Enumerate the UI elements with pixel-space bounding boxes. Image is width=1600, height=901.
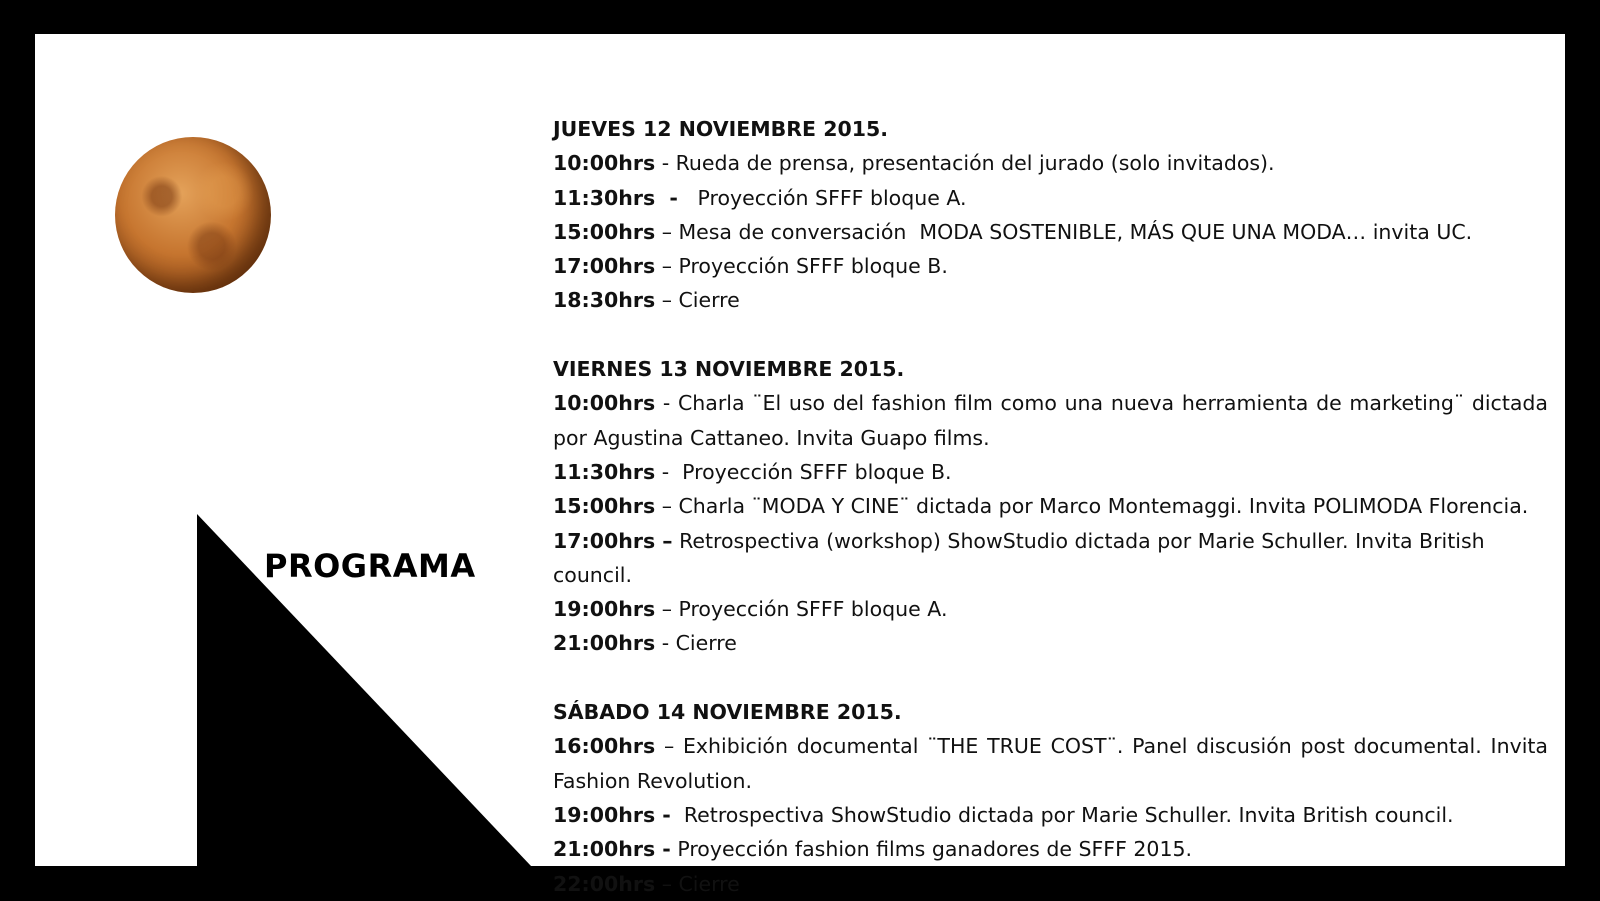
schedule-entry <box>553 283 1548 317</box>
schedule-entry <box>553 181 1548 215</box>
schedule-entry <box>553 798 1548 832</box>
schedule-entry <box>553 729 1548 798</box>
schedule-entry <box>553 867 1548 901</box>
entry-text: - Cierre <box>655 631 737 656</box>
slide <box>35 34 1565 896</box>
schedule-entry <box>553 146 1548 180</box>
day-title: JUEVES 12 NOVIEMBRE 2015. <box>553 117 889 141</box>
entry-time: 10:00hrs <box>553 151 656 176</box>
entry-time: 17:00hrs <box>553 254 656 279</box>
entry-text: – Proyección SFFF bloque A. <box>655 597 948 622</box>
entry-time: 21:00hrs <box>553 631 656 656</box>
entry-text: Proyección SFFF bloque A. <box>677 185 967 210</box>
entry-text: – Mesa de conversación MODA SOSTENIBLE, MÁS QUE UNA MODA… invita UC. <box>655 219 1473 244</box>
schedule-entry <box>553 455 1548 489</box>
entry-time: 22:00hrs <box>553 871 656 896</box>
entry-text: Retrospectiva (workshop) ShowStudio dictada por Marie Schuller. Invita British council. <box>553 528 1492 587</box>
entry-text: – Cierre <box>655 288 740 313</box>
day-section <box>553 695 1548 901</box>
day-title: SÁBADO 14 NOVIEMBRE 2015. <box>553 700 902 725</box>
entry-text: Retrospectiva ShowStudio dictada por Marie Schuller. Invita British council. <box>670 802 1454 827</box>
entry-time: 10:00hrs <box>553 391 656 416</box>
entry-time: 17:00hrs – <box>553 528 673 553</box>
schedule-entry <box>553 489 1548 523</box>
entry-text: - Proyección SFFF bloque B. <box>655 459 952 484</box>
schedule-entry <box>553 386 1548 455</box>
schedule-entry <box>553 524 1548 593</box>
entry-time: 15:00hrs <box>553 219 656 244</box>
entry-text: – Exhibición documental ¨THE TRUE COST¨. Panel discusión post documental. Invita Fashion Revolution. <box>553 734 1548 793</box>
schedule-entry <box>553 626 1548 660</box>
day-title: VIERNES 13 NOVIEMBRE 2015. <box>553 357 905 382</box>
entry-text: – Charla ¨MODA Y CINE¨ dictada por Marco Montemaggi. Invita POLIMODA Florencia. <box>655 494 1529 519</box>
schedule-entry <box>553 832 1548 866</box>
entry-text: - Charla ¨El uso del fashion film como una nueva herramienta de marketing¨ dictada por Agustina Cattaneo. Invita Guapo films. <box>553 391 1548 450</box>
entry-time: 16:00hrs <box>553 734 656 759</box>
schedule-entry <box>553 215 1548 249</box>
entry-text: Proyección fashion films ganadores de SFFF 2015. <box>670 837 1193 862</box>
entry-time: 21:00hrs - <box>553 837 671 862</box>
schedule-entry <box>553 592 1548 626</box>
entry-text: – Cierre <box>655 871 740 896</box>
entry-time: 18:30hrs <box>553 288 656 313</box>
entry-time: 19:00hrs - <box>553 802 671 827</box>
entry-time: 15:00hrs <box>553 494 656 519</box>
mars-planet-icon <box>115 137 271 293</box>
entry-time: 11:30hrs <box>553 459 656 484</box>
entry-text: – Proyección SFFF bloque B. <box>655 254 948 279</box>
day-section <box>553 352 1548 661</box>
schedule-entry <box>553 249 1548 283</box>
day-section <box>553 112 1548 318</box>
entry-time: 19:00hrs <box>553 597 656 622</box>
program-schedule <box>553 112 1548 901</box>
entry-text: - Rueda de prensa, presentación del jurado (solo invitados). <box>655 151 1275 176</box>
entry-time: 11:30hrs - <box>553 185 678 210</box>
program-heading: PROGRAMA <box>264 547 476 585</box>
